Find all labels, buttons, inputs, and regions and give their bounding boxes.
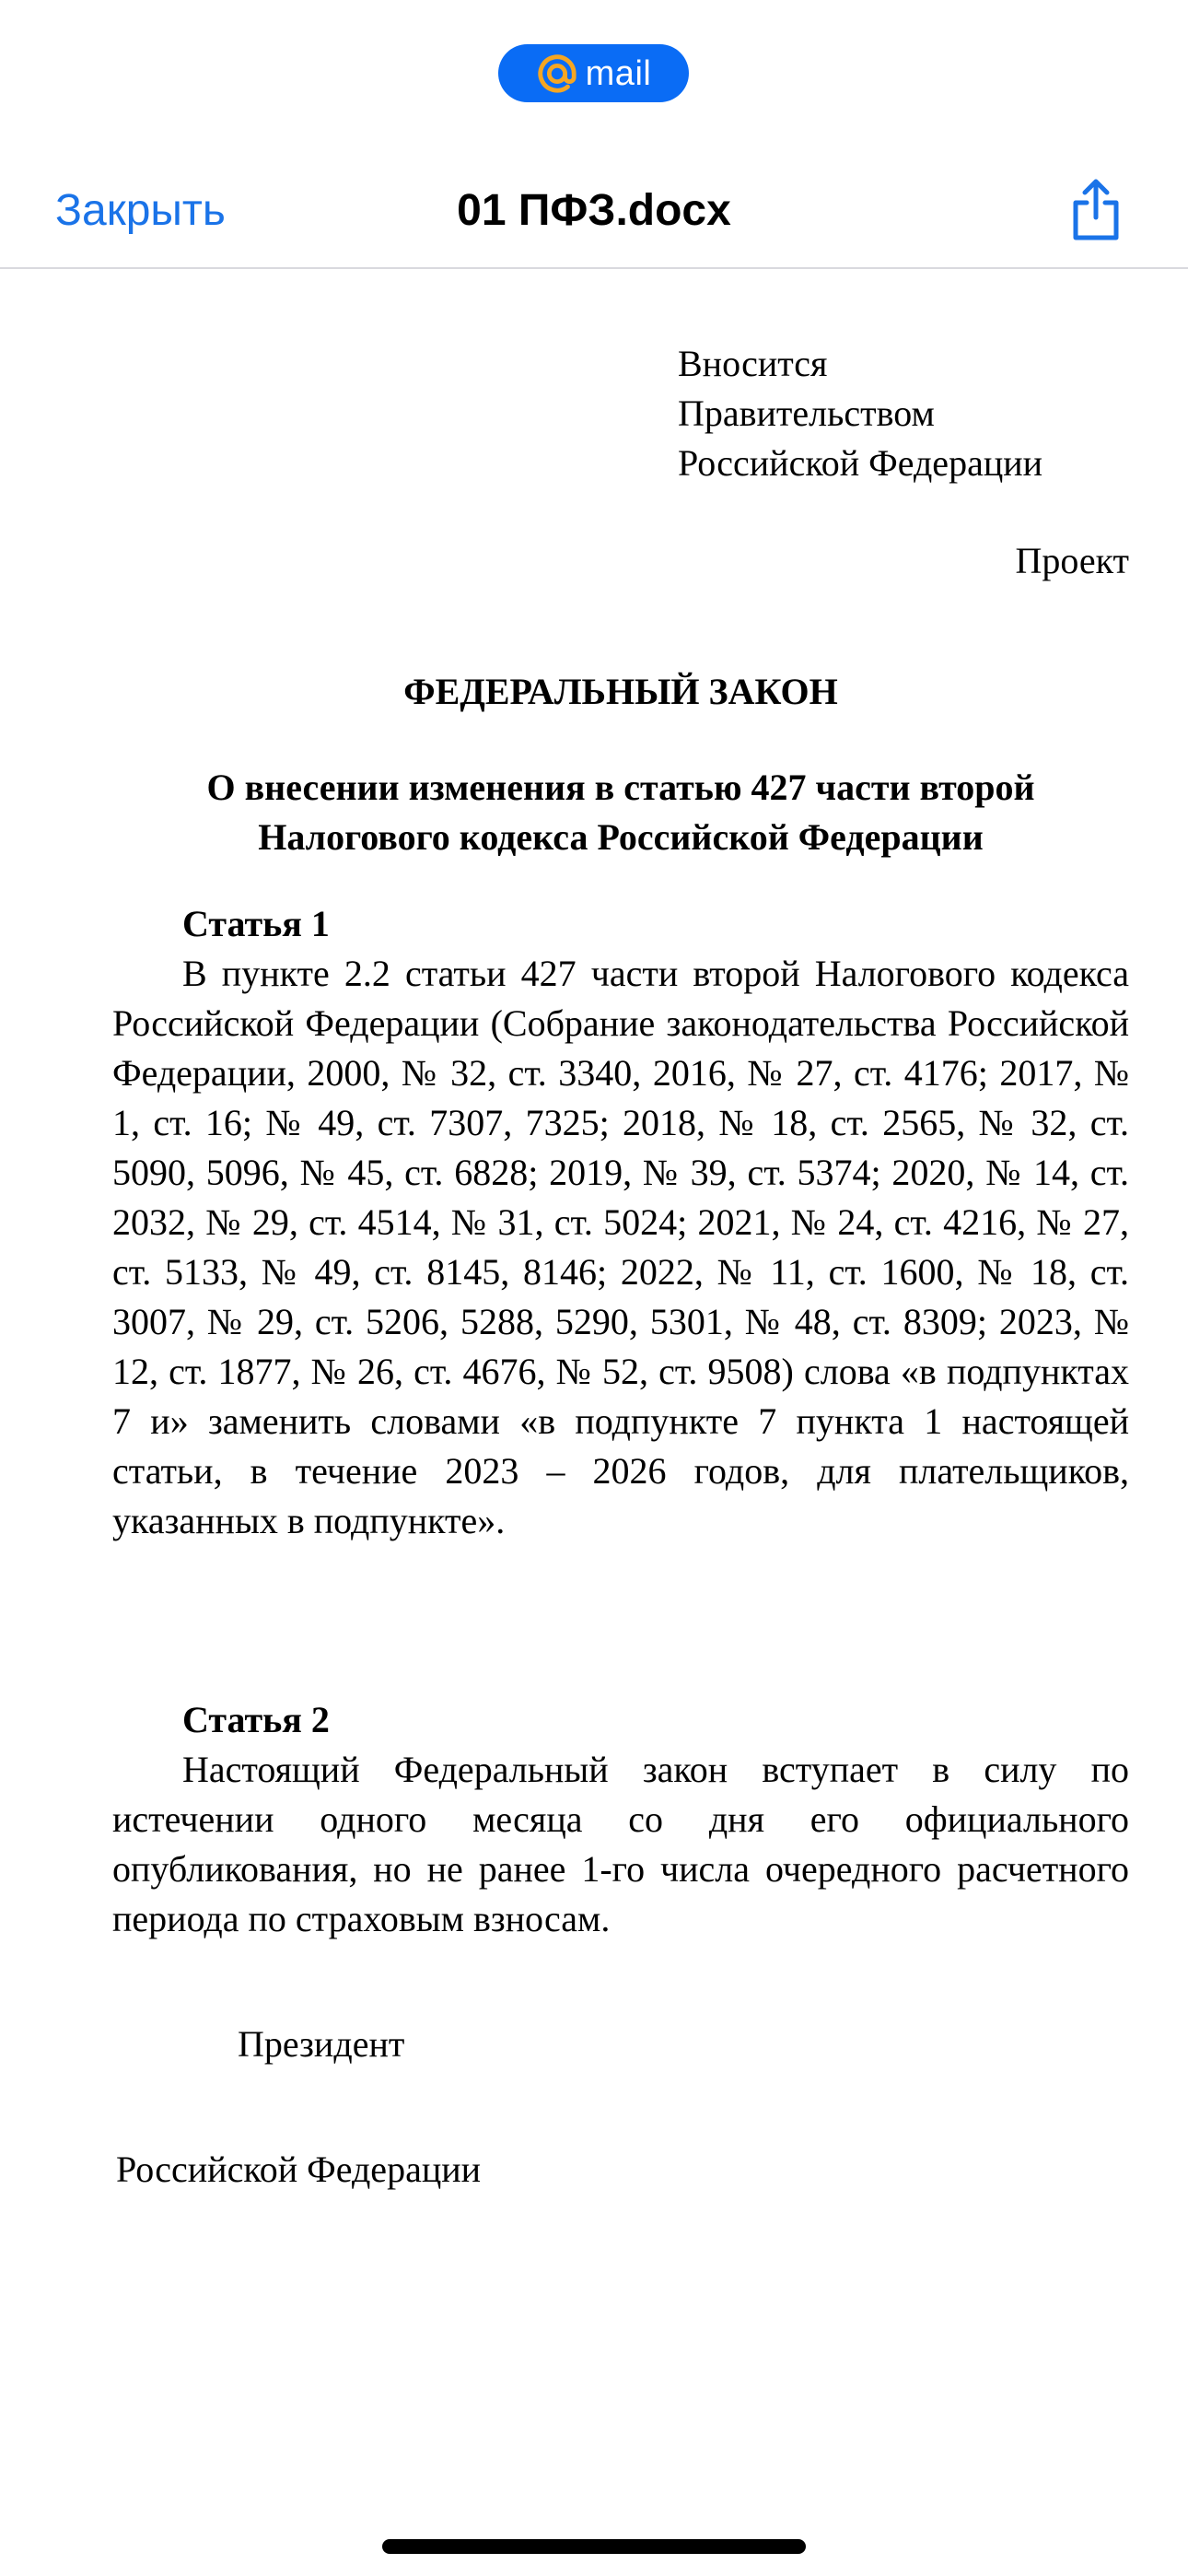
article-2-heading: Статья 2 [182,1699,330,1740]
share-button[interactable] [1066,177,1125,243]
introduced-line: Вносится [678,343,828,384]
article-1-body: В пункте 2.2 статьи 427 части второй Налогового кодекса Российской Федерации (Собрание законодательства Российской Федерации, 2000, № 32, ст. 3340, 2016, № 27, ст. 4176; 2017, № 1, ст. 16; № 49, ст. 7307, 7325; 2018, № 18, ст. 2565, № 32, ст. 5090, 5096, № 45, ст. 6828; 2019, № 39, ст. 5374; 2020, № 14, ст. 2032, № 29, ст. 4514, № 31, ст. 5024; 2021, № 24, ст. 4216, № 27, ст. 5133, № 49, ст. 8145, 8146; 2022, № 11, ст. 1600, № 18, ст. 3007, № 29, ст. 5206, 5288, 5290, 5301, № 48, ст. 8309; 2023, № 12, ст. 1877, № 26, ст. 4676, № 52, ст. 9508) слова «в подпунктах 7 и» заменить словами «в подпункте 7 пункта 1 настоящей статьи, в течение 2023 – 2026 годов, для плательщиков, указанных в подпункте». [112,953,1129,1541]
introduced-line: Правительством [678,392,935,434]
mail-app-pill[interactable] [498,44,689,102]
at-sign-icon [536,53,578,95]
law-subtitle-line: О внесении изменения в статью 427 части второй [206,767,1035,808]
mail-pill-label: mail [585,53,652,93]
share-icon [1066,177,1125,243]
introduced-line: Российской Федерации [678,442,1043,484]
article-2-body: Настоящий Федеральный закон вступает в силу по истечении одного месяца со дня его официального опубликования, но не ранее 1-го числа очередного расчетного периода по страховым взносам. [112,1749,1129,1939]
law-subtitle [112,763,1129,862]
navigation-bar [0,157,1188,269]
signature-country: Российской Федерации [116,2149,482,2190]
introduced-by-block [678,339,1129,488]
document-title: 01 ПФЗ.docx [457,186,731,235]
law-subtitle-line: Налогового кодекса Российской Федерации [258,816,984,858]
close-button[interactable]: Закрыть [55,184,226,238]
signature-title: Президент [238,2023,405,2065]
home-indicator[interactable] [382,2539,806,2554]
project-label: Проект [1015,540,1129,581]
article-1-heading: Статья 1 [182,903,330,944]
law-title: ФЕДЕРАЛЬНЫЙ ЗАКОН [403,671,838,712]
